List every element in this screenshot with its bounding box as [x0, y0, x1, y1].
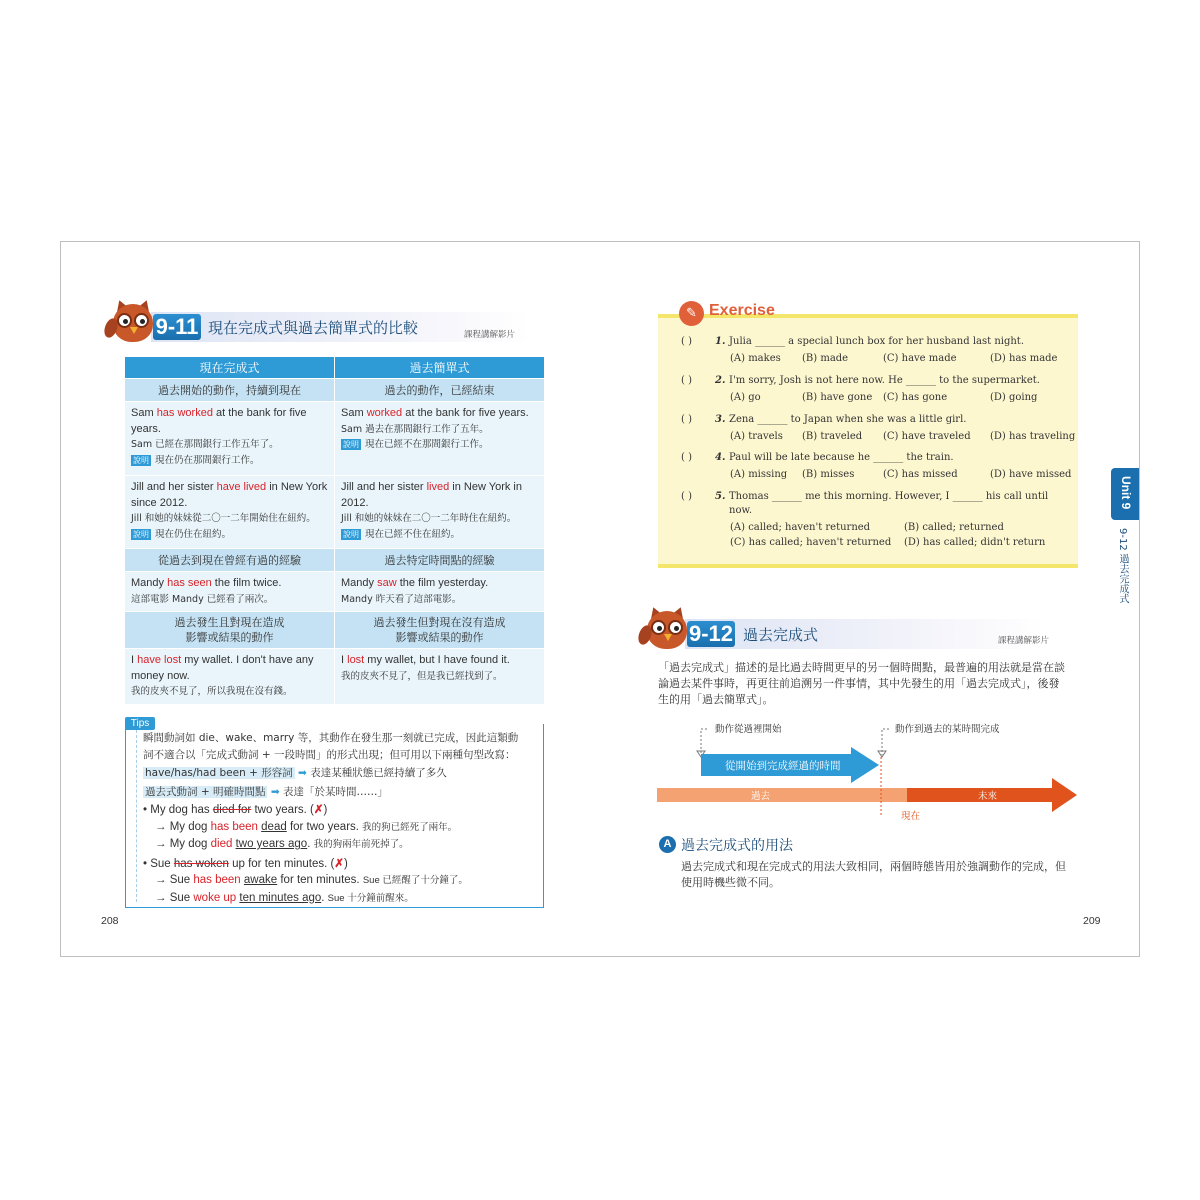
option: (B) made	[802, 353, 849, 364]
page-number-left: 208	[101, 915, 119, 927]
table-cell: Jill and her sister lived in New York in 2012. Jill 和她的妹妹在二〇一二年時住在紐約。 說明 現在已經不住在紐約。	[335, 476, 544, 549]
tips-intro: 瞬間動詞如 die、wake、marry 等，其動作在發生那一刻就已完成，因此這類動	[143, 732, 519, 744]
table-subheader: 從過去到現在曾經有過的經驗	[125, 549, 335, 572]
option: (B) have gone	[802, 392, 873, 403]
book-spread	[60, 241, 1140, 957]
arrow-icon: ➡	[270, 785, 280, 798]
option: (D) going	[990, 392, 1038, 403]
pencil-icon: ✎	[679, 301, 704, 326]
note-tag: 說明	[343, 529, 359, 539]
section-badge: 9-11	[153, 314, 201, 340]
subsection-title: 過去完成式的用法	[681, 838, 793, 854]
note-tag: 說明	[343, 440, 359, 449]
option: (D) has traveling	[990, 431, 1076, 442]
tips-intro: 詞不適合以「完成式動詞 + 一段時間」的形式出現；但可用以下兩種句型改寫：	[143, 748, 516, 761]
past-bar	[657, 788, 907, 802]
label-start: 動作從過裡開始	[715, 724, 782, 735]
answer-blank[interactable]: ( )	[681, 491, 692, 502]
table-cell: Mandy has seen the film twice. 這部電影 Mandy 已經看了兩次。	[125, 572, 335, 612]
section-9-12-bar	[685, 619, 1045, 649]
past-label: 過去	[751, 791, 771, 802]
tips-example-fix: → My dog has been dead for two years. 我的狗已經死了兩年。	[155, 820, 458, 833]
table-cell: I lost my wallet, but I have found it. 我的皮夾不見了，但是我已經找到了。	[335, 649, 544, 705]
table-cell: Jill and her sister have lived in New York since 2012. Jill 和她的妹妹從二〇一二年開始住在紐約。 說明 現在仍住在紐約。	[125, 476, 335, 549]
video-link[interactable]: 課程講解影片	[464, 330, 516, 340]
tips-example-fix: → Sue woke up ten minutes ago. Sue 十分鐘前醒來。	[155, 891, 414, 904]
section-title: 現在完成式與過去簡單式的比較	[208, 319, 419, 337]
option: (B) called; returned	[904, 522, 1004, 533]
table-subheader: 過去特定時間點的經驗	[335, 549, 544, 572]
table-cell: I have lost my wallet. I don't have any money now. 我的皮夾不見了，所以我現在沒有錢。	[125, 649, 335, 705]
option: (A) missing	[730, 469, 788, 480]
table-cell: Sam has worked at the bank for five years. Sam 已經在那間銀行工作五年了。 說明 現在仍在那間銀行工作。	[125, 402, 335, 476]
option: (A) called; haven't returned	[730, 522, 871, 533]
table-header: 過去簡單式	[335, 357, 544, 379]
section-badge: 9-12	[688, 621, 734, 646]
tips-example-wrong: • My dog has died for two years. (✗)	[143, 804, 328, 816]
note-tag: 說明	[133, 455, 149, 465]
wrong-mark-icon: ✗	[313, 804, 324, 816]
tips-box	[125, 724, 544, 908]
option: (A) makes	[730, 353, 781, 364]
answer-blank[interactable]: ( )	[681, 336, 692, 347]
answer-blank[interactable]: ( )	[681, 414, 692, 425]
table-header: 現在完成式	[125, 357, 335, 379]
exercise-question: ( ) 2. I'm sorry, Josh is not here now. He ______ to the supermarket.	[681, 375, 1040, 386]
page-number-right: 209	[1083, 915, 1101, 927]
table-cell: Sam worked at the bank for five years. Sam 過去在那間銀行工作了五年。 說明 現在已經不在那間銀行工作。	[335, 402, 544, 476]
table-subheader: 過去發生且對現在造成 影響或結果的動作	[125, 612, 335, 649]
duration-label: 從開始到完成經過的時間	[725, 760, 841, 772]
option: (B) misses	[802, 469, 855, 480]
future-label: 未來	[978, 791, 998, 802]
body-paragraph: 過去完成式和現在完成式的用法大致相同，兩個時態皆用於強調動作的完成，但 使用時機些微不同。	[681, 860, 1066, 889]
intro-paragraph: 「過去完成式」描述的是比過去時間更早的另一個時間點，最普遍的用法就是當在談 論過去某件事時，再更往前追溯另一件事情，其中先發生的用「過去完成式」，後發 生的用「過去簡單式」。	[658, 661, 1065, 706]
subsection-mark: A	[659, 836, 676, 853]
exercise-question: ( ) 3. Zena ______ to Japan when she was a little girl.	[681, 414, 967, 425]
unit-tab[interactable]: Unit 9	[1111, 468, 1139, 520]
section-title: 過去完成式	[743, 626, 819, 644]
exercise-question: ( ) 1. Julia ______ a special lunch box for her husband last night.	[681, 336, 1024, 347]
exercise-title: Exercise	[709, 302, 775, 319]
tips-example-wrong: • Sue has woken up for ten minutes. (✗)	[143, 857, 348, 870]
option: (D) have missed	[990, 469, 1072, 480]
table-subheader: 過去的動作，已經結束	[335, 379, 544, 402]
duration-arrowhead	[851, 747, 879, 783]
tips-tag: Tips	[125, 717, 155, 730]
option: (C) has missed	[883, 469, 958, 480]
option: (C) have traveled	[883, 431, 971, 442]
option: (C) has gone	[883, 392, 948, 403]
video-link[interactable]: 課程講解影片	[998, 636, 1050, 646]
unit-tab-label: 9-12 過去完成式	[1117, 528, 1128, 604]
tips-example-fix: → My dog died two years ago. 我的狗兩年前死掉了。	[155, 838, 409, 850]
option: (A) go	[730, 392, 761, 403]
answer-blank[interactable]: ( )	[681, 452, 692, 463]
option: (D) has made	[990, 353, 1058, 364]
table-cell: Mandy saw the film yesterday. Mandy 昨天看了這部電影。	[335, 572, 544, 612]
future-arrowhead	[1052, 778, 1077, 812]
option: (B) traveled	[802, 431, 863, 442]
option: (D) has called; didn't return	[904, 537, 1046, 548]
note-tag: 說明	[133, 529, 149, 539]
now-label: 現在	[901, 811, 921, 822]
option: (C) has called; haven't returned	[730, 537, 892, 548]
option: (A) travels	[730, 431, 783, 442]
comparison-table	[125, 357, 544, 705]
answer-blank[interactable]: ( )	[681, 375, 692, 386]
exercise-question: ( ) 4. Paul will be late because he ______ the train.	[681, 452, 954, 463]
exercise-question: ( ) 5. Thomas ______ me this morning. However, I ______ his call until now.	[681, 491, 1049, 516]
table-subheader: 過去開始的動作，持續到現在	[125, 379, 335, 402]
arrow-icon: ➡	[298, 767, 307, 779]
option: (C) have made	[883, 353, 957, 364]
table-subheader: 過去發生但對現在沒有造成 影響或結果的動作	[335, 612, 544, 649]
tips-pattern: 過去式動詞 + 明確時間點 ➡ 表達「於某時間……」	[145, 785, 388, 798]
wrong-mark-icon: ✗	[334, 857, 345, 870]
tips-pattern: have/has/had been + 形容詞 ➡ 表達某種狀態已經持續了多久	[145, 767, 447, 779]
label-end: 動作到過去的某時間完成	[895, 724, 1000, 735]
tips-example-fix: → Sue has been awake for ten minutes. Sue 已經醒了十分鐘了。	[155, 874, 468, 886]
